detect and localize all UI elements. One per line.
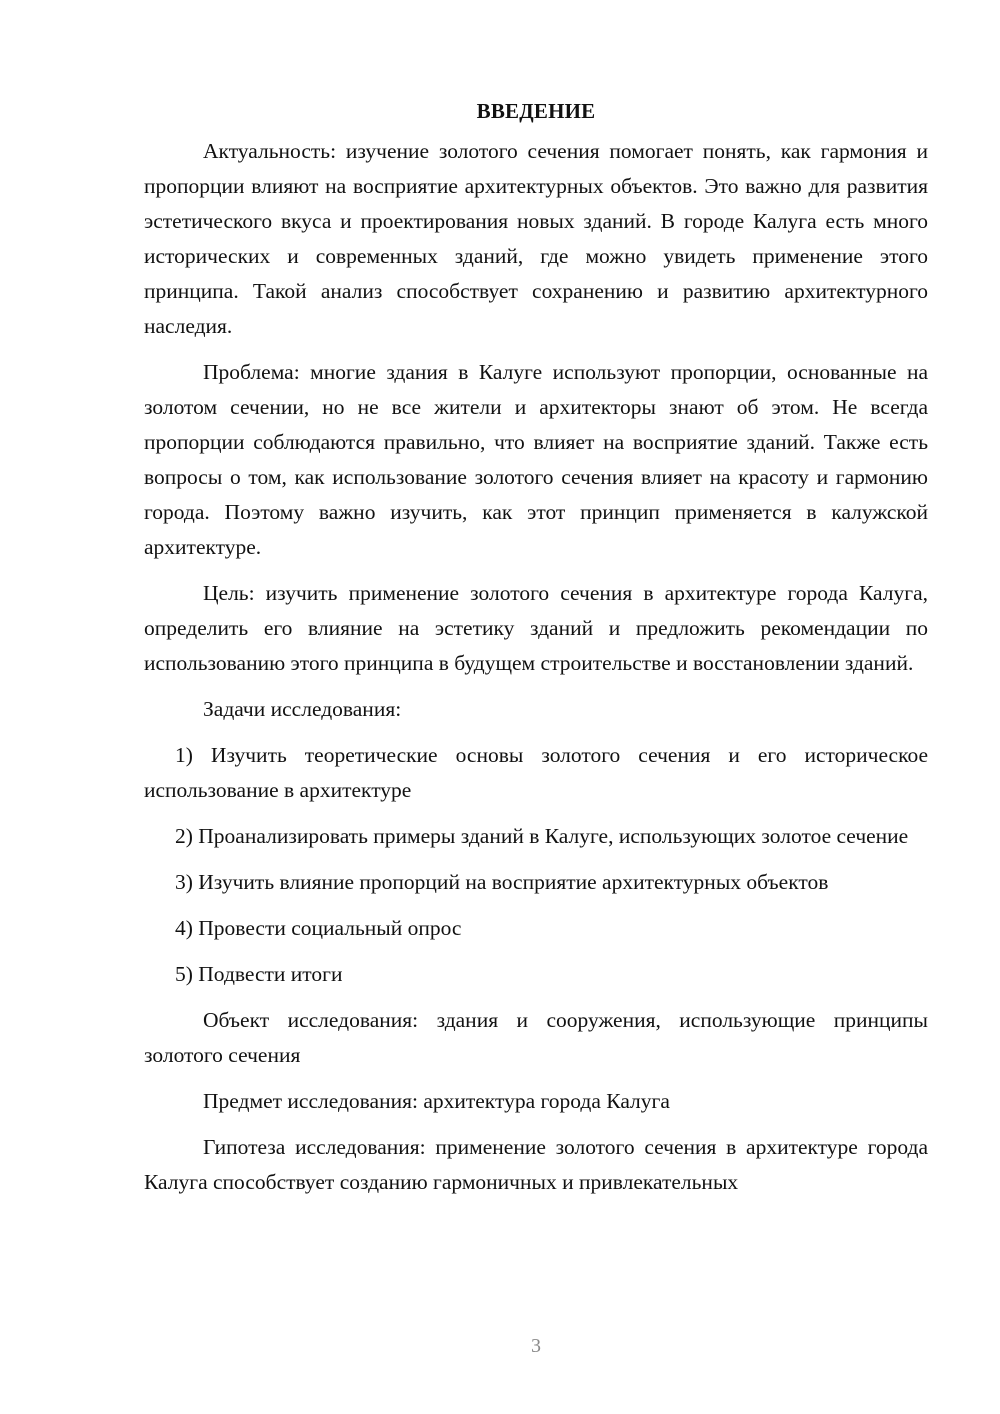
page-number: 3 bbox=[531, 1335, 541, 1357]
task-item-5: 5) Подвести итоги bbox=[175, 962, 343, 986]
problem-paragraph: Проблема: многие здания в Калуге используют пропорции, основанные на золотом сечении, но не все жители и архитекторы знают об этом. Не всегда пропорции соблюдаются правильно, что влияет на восприятие зданий. Также есть вопросы о том, как использование золотого сечения влияет на красоту и гармонию города. Поэтому важно изучить, как этот принцип применяется в калужской архитектуре. bbox=[144, 360, 928, 559]
task-item-4: 4) Провести социальный опрос bbox=[175, 916, 462, 940]
task-item-2: 2) Проанализировать примеры зданий в Калуге, использующих золотое сечение bbox=[175, 824, 909, 848]
hypothesis-paragraph: Гипотеза исследования: применение золотого сечения в архитектуре города Калуга способствует созданию гармоничных и привлекательных bbox=[144, 1135, 928, 1194]
tasks-heading: Задачи исследования: bbox=[203, 697, 402, 721]
section-title: ВВЕДЕНИЕ bbox=[476, 99, 596, 123]
task-item-3: 3) Изучить влияние пропорций на восприятие архитектурных объектов bbox=[175, 870, 829, 894]
goal-paragraph: Цель: изучить применение золотого сечения в архитектуре города Калуга, определить его влияние на эстетику зданий и предложить рекомендации по использованию этого принципа в будущем строительстве и восстановлении зданий. bbox=[144, 581, 928, 675]
subject-paragraph: Предмет исследования: архитектура города Калуга bbox=[203, 1089, 670, 1113]
object-paragraph: Объект исследования: здания и сооружения, использующие принципы золотого сечения bbox=[144, 1008, 928, 1067]
task-item-1: 1) Изучить теоретические основы золотого сечения и его историческое использование в архитектуре bbox=[144, 743, 928, 802]
relevance-paragraph: Актуальность: изучение золотого сечения помогает понять, как гармония и пропорции влияют на восприятие архитектурных объектов. Это важно для развития эстетического вкуса и проектирования новых зданий. В городе Калуга есть много исторических и современных зданий, где можно увидеть применение этого принципа. Такой анализ способствует сохранению и развитию архитектурного наследия. bbox=[144, 139, 928, 338]
page-content bbox=[144, 94, 928, 1211]
